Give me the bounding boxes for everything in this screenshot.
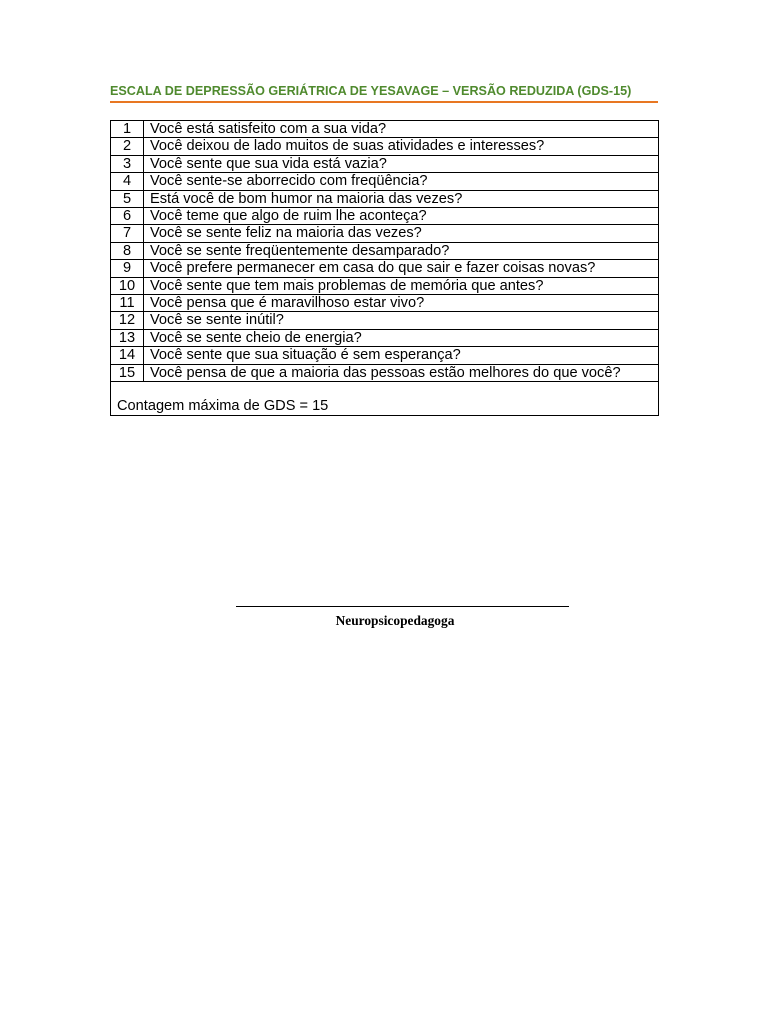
table-row (111, 208, 659, 225)
question-text: Você teme que algo de ruim lhe aconteça? (144, 208, 659, 225)
question-number: 3 (111, 155, 144, 172)
question-text: Você está satisfeito com a sua vida? (144, 121, 659, 138)
question-text: Você se sente cheio de energia? (144, 329, 659, 346)
question-number: 2 (111, 138, 144, 155)
question-number: 14 (111, 347, 144, 364)
question-number: 4 (111, 173, 144, 190)
question-number: 8 (111, 242, 144, 259)
title-underline (110, 101, 658, 103)
table-row (111, 347, 659, 364)
question-text: Você deixou de lado muitos de suas atividades e interesses? (144, 138, 659, 155)
table-row (111, 329, 659, 346)
question-text: Você pensa que é maravilhoso estar vivo? (144, 295, 659, 312)
question-number: 7 (111, 225, 144, 242)
total-score-text: Contagem máxima de GDS = 15 (111, 382, 659, 416)
question-text: Você prefere permanecer em casa do que sair e fazer coisas novas? (144, 260, 659, 277)
question-number: 6 (111, 208, 144, 225)
question-number: 12 (111, 312, 144, 329)
table-row (111, 155, 659, 172)
question-text: Você se sente inútil? (144, 312, 659, 329)
table-row (111, 121, 659, 138)
question-number: 10 (111, 277, 144, 294)
document-title: ESCALA DE DEPRESSÃO GERIÁTRICA DE YESAVAGE – VERSÃO REDUZIDA (GDS-15) (110, 84, 632, 98)
question-text: Está você de bom humor na maioria das vezes? (144, 190, 659, 207)
table-row (111, 364, 659, 381)
question-text: Você sente-se aborrecido com freqüência? (144, 173, 659, 190)
gds-question-table-body (111, 121, 659, 416)
total-score-row (111, 382, 659, 416)
signature-label: Neuropsicopedagoga (335, 613, 455, 628)
question-text: Você sente que tem mais problemas de memória que antes? (144, 277, 659, 294)
gds-question-table (110, 120, 659, 416)
table-row (111, 242, 659, 259)
table-row (111, 312, 659, 329)
table-row (111, 277, 659, 294)
question-number: 1 (111, 121, 144, 138)
question-text: Você se sente feliz na maioria das vezes? (144, 225, 659, 242)
question-text: Você sente que sua situação é sem esperança? (144, 347, 659, 364)
question-number: 9 (111, 260, 144, 277)
table-row (111, 138, 659, 155)
question-text: Você pensa de que a maioria das pessoas estão melhores do que você? (144, 364, 659, 381)
question-text: Você sente que sua vida está vazia? (144, 155, 659, 172)
table-row (111, 260, 659, 277)
question-number: 13 (111, 329, 144, 346)
question-number: 15 (111, 364, 144, 381)
table-row (111, 225, 659, 242)
question-number: 5 (111, 190, 144, 207)
table-row (111, 190, 659, 207)
signature-line (236, 606, 569, 607)
question-number: 11 (111, 295, 144, 312)
table-row (111, 295, 659, 312)
table-row (111, 173, 659, 190)
question-text: Você se sente freqüentemente desamparado? (144, 242, 659, 259)
